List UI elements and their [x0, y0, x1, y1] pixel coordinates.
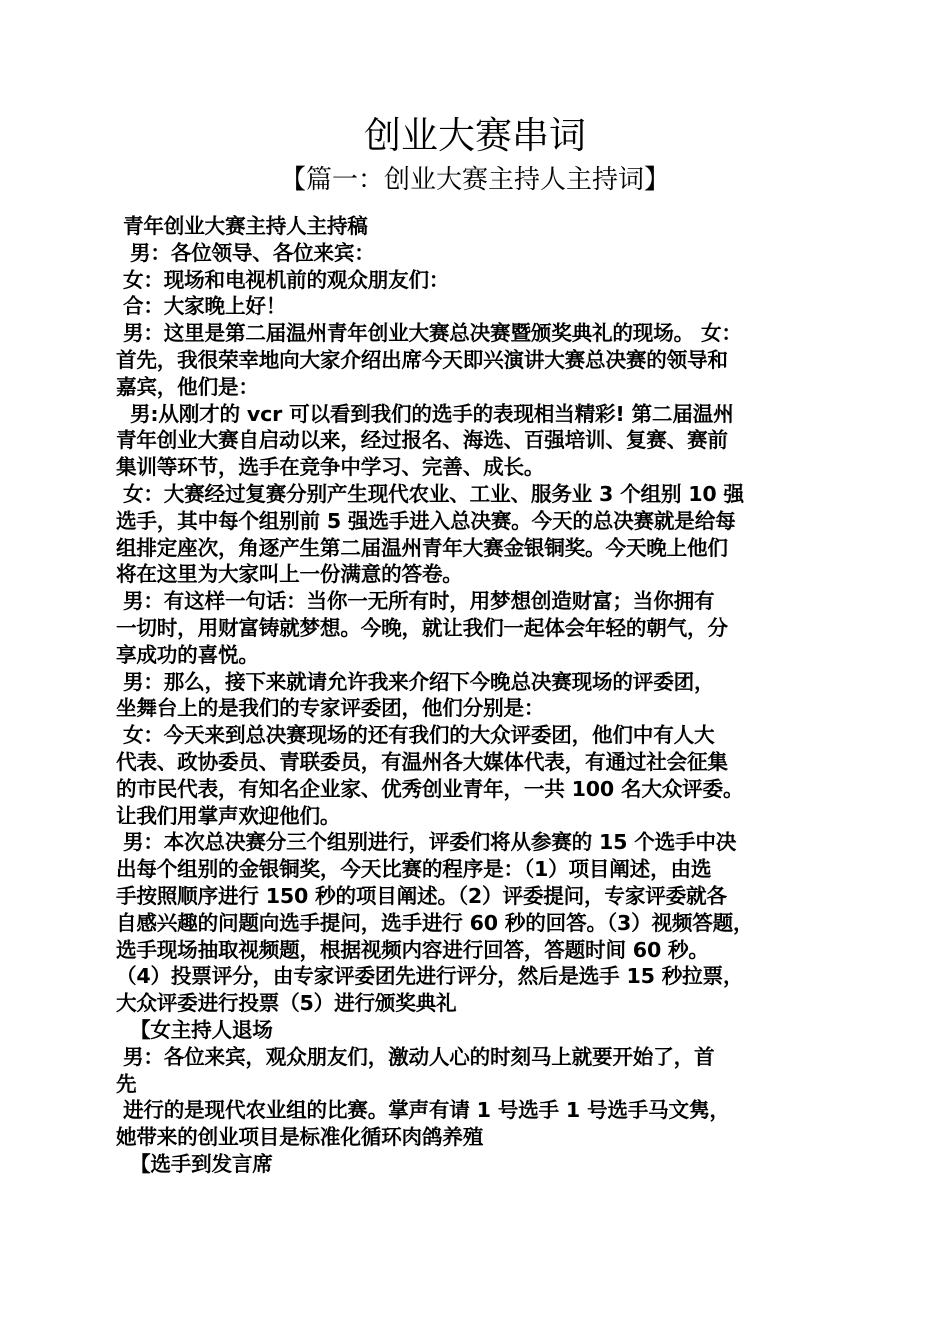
body-line: 男：那么，接下来就请允许我来介绍下今晚总决赛现场的评委团，: [116, 669, 715, 694]
body-line: 男：本次总决赛分三个组别进行，评委们将从参赛的 15 个选手中决: [116, 830, 737, 855]
body-line: 女：今天来到总决赛现场的还有我们的大众评委团，他们中有人大: [116, 723, 715, 748]
body-line: 首先，我很荣幸地向大家介绍出席今天即兴演讲大赛总决赛的领导和: [116, 347, 728, 372]
body-line: 【女主持人退场: [116, 1017, 273, 1042]
body-line: 将在这里为大家叫上一份满意的答卷。: [116, 562, 463, 587]
document-subtitle: 【篇一：创业大赛主持人主持词】: [279, 165, 670, 195]
body-line: 青年创业大赛主持人主持稿: [116, 214, 368, 238]
body-line: 男：各位来宾，观众朋友们，激动人心的时刻马上就要开始了，首: [116, 1044, 715, 1069]
document-body: [116, 213, 848, 1178]
body-line: 女：现场和电视机前的观众朋友们：: [116, 267, 450, 292]
body-line: 自感兴趣的问题向选手提问，选手进行 60 秒的回答。（3）视频答题，: [116, 910, 754, 935]
body-line: 男：有这样一句话：当你一无所有时，用梦想创造财富；当你拥有: [116, 589, 715, 614]
body-line: 大众评委进行投票（5）进行颁奖典礼: [116, 991, 457, 1016]
document-title: 创业大赛串词: [364, 114, 586, 157]
body-line: 【选手到发言席: [116, 1151, 273, 1176]
body-line: 手按照顺序进行 150 秒的项目阐述。（2）评委提问，专家评委就各: [116, 883, 727, 908]
body-line: 集训等环节，选手在竞争中学习、完善、成长。: [116, 455, 545, 480]
body-line: 她带来的创业项目是标准化循环肉鸽养殖: [116, 1125, 484, 1150]
body-line: 男：这里是第二届温州青年创业大赛总决赛暨颁奖典礼的现场。 女：: [116, 321, 742, 346]
body-line: （4）投票评分，由专家评委团先进行评分，然后是选手 15 秒拉票，: [116, 964, 744, 989]
body-line: 男：各位领导、各位来宾：: [116, 240, 375, 265]
body-line: 选手现场抽取视频题，根据视频内容进行回答，答题时间 60 秒。: [116, 937, 709, 962]
body-line: 进行的是现代农业组的比赛。掌声有请 1 号选手 1 号选手马文隽，: [116, 1098, 730, 1123]
body-line: 一切时，用财富铸就梦想。今晚，就让我们一起体会年轻的朝气，分: [116, 615, 728, 640]
body-line: 先: [116, 1071, 137, 1096]
body-line: 组排定座次，角逐产生第二届温州青年大赛金银铜奖。今天晚上他们: [116, 535, 728, 560]
body-line: 出每个组别的金银铜奖，今天比赛的程序是：（1）项目阐述，由选: [116, 857, 712, 882]
body-line: 代表、政协委员、青联委员，有温州各大媒体代表，有通过社会征集: [116, 749, 728, 774]
body-line: 合：大家晚上好！: [116, 294, 287, 319]
body-line: 选手，其中每个组别前 5 强选手进入总决赛。今天的总决赛就是给每: [116, 508, 736, 533]
body-line: 男:从刚才的 vcr 可以看到我们的选手的表现相当精彩! 第二届温州: [116, 401, 734, 426]
body-line: 的市民代表，有知名企业家、优秀创业青年，一共 100 名大众评委。: [116, 776, 744, 801]
body-line: 享成功的喜悦。: [116, 642, 259, 667]
body-line: 坐舞台上的是我们的专家评委团，他们分别是：: [116, 696, 545, 721]
body-line: 青年创业大赛自启动以来，经过报名、海选、百强培训、复赛、赛前: [116, 428, 728, 453]
body-line: 让我们用掌声欢迎他们。: [116, 803, 341, 828]
body-line: 女：大赛经过复赛分别产生现代农业、工业、服务业 3 个组别 10 强: [116, 481, 744, 506]
body-line: 嘉宾，他们是：: [116, 374, 259, 399]
